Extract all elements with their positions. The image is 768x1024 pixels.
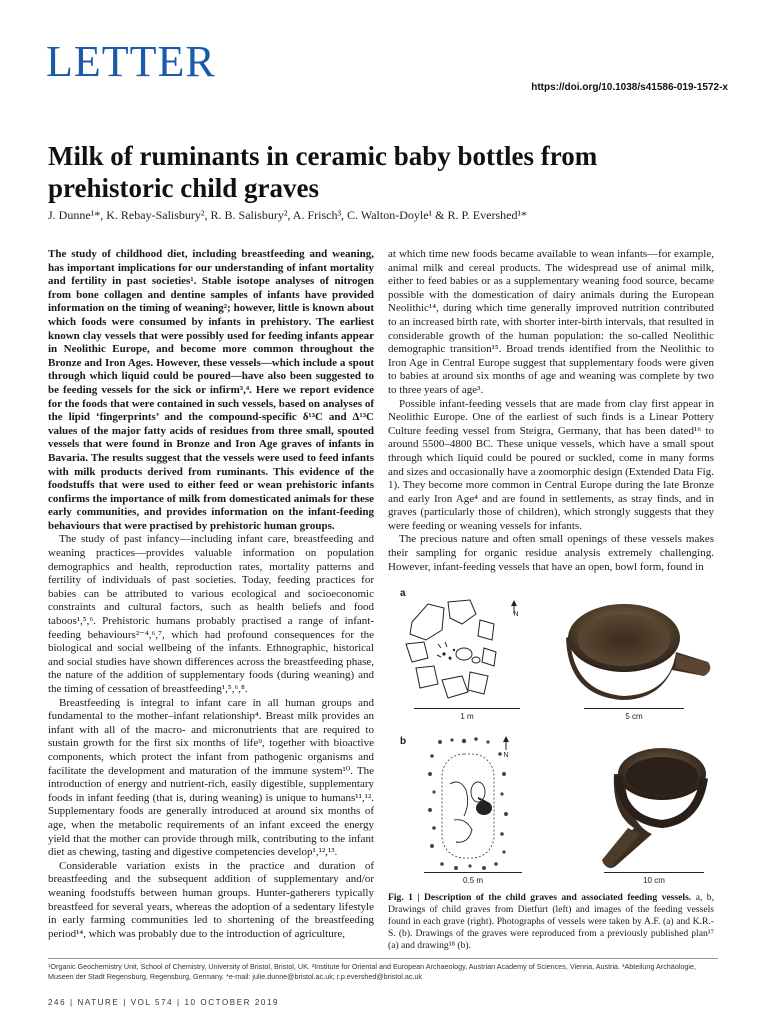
column-left [48, 248, 374, 941]
footnote-divider [48, 958, 718, 959]
body-paragraph: at which time new foods became available to wean infants—for example, animal milk and cereal products. The widespread use of animal milk, either to feed babies or as a supplementary weaning food source, became possible with the domestication of dairy animals during the European Neolithic¹⁴, during which time generally improved nutrition contributed to an increased birth rate, with shorter inter-birth intervals, that resulted in considerable growth of the human population: the so-called Neolithic demographic transition¹⁵. Broad trends identified from the Neolithic to Iron Age in Central Europe suggest that supplementary foods were given to babies at around six months of age and weaning was complete by two to three years of age³. [388, 248, 714, 396]
scale-label: 5 cm [625, 712, 643, 721]
body-paragraph: The precious nature and often small openings of these vessels makes their sampling for organic residue analysis extremely challenging. However, infant-feeding vessels that have an open, bowl form, found in [388, 533, 714, 573]
scale-label: 1 m [460, 712, 474, 721]
abstract: The study of childhood diet, including breastfeeding and weaning, has important implications for our understanding of infant mortality and fertility in past societies¹. Stable isotope analyses of nitrogen from bone collagen and dentine samples of infants have provided information on the timing of weaning²; however, little is known about which foods were consumed by infants in prehistory. The earliest known clay vessels that were possibly used for feeding infants appear in Neolithic Europe, and become more common throughout the Bronze and Iron Ages. However, these vessels—which include a spout through which liquid could be poured—have also been suggested to be feeding vessels for the sick or infirm³,⁴. Here we report evidence for the foods that were contained in such vessels, based on analyses of the lipid ‘fingerprints’ and the compound-specific δ¹³C and Δ¹³C values of the major fatty acids of residues from three small, spouted vessels that were found in Bronze and Iron Age graves of infants in Bavaria. The results suggest that the vessels were used to feed infants with milk products derived from ruminants. This evidence of the foodstuffs that were used to either feed or wean prehistoric infants confirms the importance of milk from domesticated animals for these early communities, and provides information on the infant-feeding behaviours that were practised by prehistoric human groups. [48, 248, 374, 532]
body-paragraph: The study of past infancy—including infant care, breastfeeding and weaning practices—provides valuable information on population demographics and health, reproduction rates, mortality patterns and fertility of individuals of past societies. Today, feeding practices for babies can be attributed to various ecological and socioeconomic constraints and cultural factors, such as health beliefs and food taboos¹,⁵,⁶. Prehistoric humans probably practised a range of infant-feeding behaviours²⁻⁴,⁶,⁷, which had profound consequences for the biological and social wellbeing of the infants. Ethnographic, historical and social studies have shown differences across the breastfeeding phase, the nature of the addition of supplementary foods (during weaning) and the timing of cessation of breastfeeding¹,⁵,⁶,⁸. [48, 533, 374, 695]
scale-bar [584, 708, 684, 709]
feeding-vessel-photo-a [558, 596, 718, 704]
column-right [388, 248, 714, 574]
scale-bar [414, 708, 520, 709]
scale-bar [424, 872, 522, 873]
north-label-a: N [513, 611, 519, 618]
figure-caption-body: a, b, Drawings of child graves from Dietfurt (left) and images of the feeding vessels found in each grave (right). Photographs of vessels were taken by A.F. (a) and K.R.-S. (b). Drawings of the graves were reproduced from a previously published plan¹⁷ (a) and drawing¹⁸ (b). [388, 892, 714, 951]
north-label-b: N [503, 752, 509, 759]
affiliations: ¹Organic Geochemistry Unit, School of Chemistry, University of Bristol, Bristol, UK. ²Institute for Oriental and European Archaeology, Austrian Academy of Sciences, Vienna, Austria. ³Abteilung Archäologie, Museen der Stadt Regensburg, Regensburg, Germany. *e-mail: julie.dunne@bristol.ac.uk; r.p.evershed@bristol.ac.uk [48, 962, 696, 981]
body-paragraph: Possible infant-feeding vessels that are made from clay first appear in Neolithic Europe. One of the earliest of such finds is a Linear Pottery Culture feeding vessel from Steigra, Germany, that has been dated¹⁶ to around 5500–4800 BC. These unique vessels, which have a small spout through which liquid could be poured or suckled, come in many forms and sizes and occasionally have a zoomorphic design (Extended Data Fig. 1). They become more common in Central Europe during the late Bronze and early Iron Age⁴ and are found in settlements, as stray finds, and in graves (particularly those of children), which strongly suggests that they were feeding or weaning vessels for infants. [388, 397, 714, 532]
page-footer: 246 | NATURE | VOL 574 | 10 OCTOBER 2019 [48, 998, 280, 1007]
author-list: J. Dunne¹*, K. Rebay-Salisbury², R. B. Salisbury², A. Frisch³, C. Walton-Doyle¹ & R. P. Evershed¹* [48, 208, 528, 222]
feeding-vessel-photo-b [588, 744, 718, 872]
scale-bar [604, 872, 704, 873]
figure-caption-title: Fig. 1 | Description of the child graves and associated feeding vessels. [388, 892, 692, 903]
section-label: LETTER [46, 37, 216, 86]
article-title: Milk of ruminants in ceramic baby bottles from prehistoric child graves [48, 141, 598, 203]
grave-plan-drawing-a [398, 596, 548, 706]
figure-caption [388, 892, 714, 952]
scale-label: 0.5 m [462, 876, 483, 885]
grave-plan-drawing-b [420, 734, 530, 876]
north-arrow-b [503, 736, 509, 750]
doi-link[interactable]: https://doi.org/10.1038/s41586-019-1572-x [531, 82, 728, 93]
scale-label: 10 cm [643, 876, 665, 885]
body-paragraph: Breastfeeding is integral to infant care in all human groups and fundamental to the mother–infant relationship⁴. Breast milk provides an infant with all of the macro- and micronutrients that are required to sustain growth for the first six months of life⁹, together with bioactive components, which protect the infant from pathogenic organisms and facilitate the development and maturation of the immune system¹⁰. The introduction of energy and nutrient-rich, easily digestible, supplementary foods in infant feeding (that is, during weaning) is unique to humans¹¹,¹². Supplementary foods are generally introduced at around six months of age, when the metabolic requirements of an infant exceed the energy yield that the mother can provide through milk, contributing to the infant diet as chewing, tasting and digestive competencies develop¹,¹²,¹³. [48, 696, 374, 859]
figure-panel-label-a: a [400, 588, 406, 599]
figure-panel-label-b: b [400, 736, 407, 747]
body-paragraph: Considerable variation exists in the practice and duration of breastfeeding and the subsequent addition of supplementary and/or weaning foodstuffs between human groups. Hunter-gatherers typically breastfeed for several years, whereas the adoption of a sedentary lifestyle in early farming communities led to shortening of the breastfeeding period¹⁴, which was probably due to the introduction of agriculture, [48, 859, 374, 940]
